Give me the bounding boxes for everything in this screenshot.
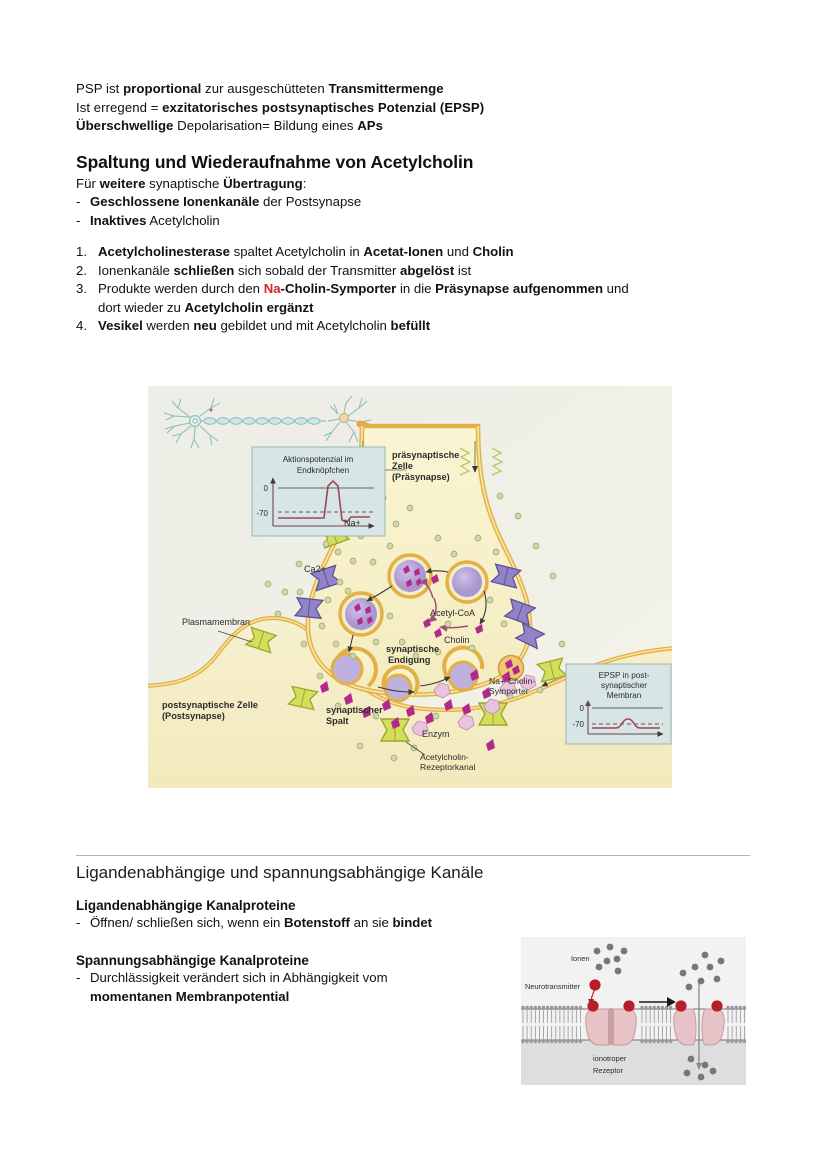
text-run: Vesikel — [98, 318, 143, 334]
axis-tick-label: -70 — [256, 509, 268, 518]
label-ionotropic-receptor: Rezeptor — [593, 1066, 623, 1075]
label-postsynaptic-cell: (Postsynapse) — [162, 711, 225, 721]
text-run: Für — [76, 176, 100, 191]
list-item — [76, 243, 776, 262]
list-item-text — [90, 914, 432, 933]
label-receptor-channel: Rezeptorkanal — [420, 762, 476, 772]
axis-tick-label: 0 — [263, 484, 268, 493]
text-run: Überschwellige — [76, 118, 174, 134]
text-run: Produkte werden durch den — [98, 281, 264, 297]
label-enzym: Enzym — [422, 729, 450, 739]
inset-title-line2: Endknöpfchen — [296, 466, 350, 475]
spannungsabhaengig-bullet — [76, 969, 388, 1006]
bullet-marker: - — [76, 970, 81, 985]
text-run: befüllt — [390, 318, 431, 334]
list-item — [76, 212, 361, 231]
text-run: APs — [357, 118, 383, 134]
list-number: 2. — [76, 262, 87, 278]
label-sodium: Na+ — [344, 518, 361, 528]
label-ionotropic-receptor: ionotroper — [593, 1054, 627, 1063]
text-run: der Postsynapse — [259, 194, 362, 209]
text-run: Botenstoff — [284, 915, 350, 930]
text-run: Übertragung — [223, 176, 303, 191]
synapse-diagram-figure — [148, 386, 672, 788]
text-run: Durchlässigkeit verändert sich in Abhängigkeit vom — [90, 970, 388, 985]
text-run: Inaktives — [90, 212, 147, 228]
section-heading-spaltung: Spaltung und Wiederaufnahme von Acetylcholin — [76, 152, 474, 172]
label-receptor-channel: Acetylcholin- — [420, 752, 469, 762]
label-synaptic-ending: Endigung — [388, 655, 431, 665]
text-run: Geschlossene Ionenkanäle — [90, 194, 260, 209]
label-presynaptic-cell: (Präsynapse) — [392, 472, 450, 482]
ionotropic-receptor-svg — [521, 937, 746, 1085]
text-run: proportional — [123, 81, 202, 96]
text-run: -Cholin-Symporter — [280, 281, 397, 297]
list-number: 1. — [76, 244, 87, 259]
label-calcium: Ca2+ — [304, 564, 326, 574]
list-number: 4. — [76, 318, 87, 334]
label-symporter: Symporter — [489, 686, 529, 696]
subheading-spannungsabhaengig: Spannungsabhängige Kanalproteine — [76, 953, 309, 968]
text-run: bindet — [392, 915, 433, 930]
neurotransmitter-dot — [589, 979, 600, 990]
text-run: PSP ist — [76, 81, 124, 96]
text-run: Depolarisation= Bildung eines — [173, 118, 358, 134]
text-run: und — [443, 244, 473, 259]
synapse-diagram-svg — [148, 386, 672, 788]
list-number: 3. — [76, 281, 87, 297]
text-run: : — [302, 176, 307, 191]
text-run: Ionenkanäle — [98, 262, 174, 278]
label-synaptic-ending: synaptische — [386, 644, 440, 654]
section-divider — [76, 855, 750, 856]
list-item-text — [90, 213, 220, 228]
text-run: werden — [142, 318, 194, 334]
text-run: sich sobald der Transmitter — [234, 262, 401, 278]
list-item — [76, 262, 776, 281]
section1-numbered-list — [76, 243, 776, 336]
text-run: weitere — [99, 176, 146, 191]
text-run: Öffnen/ schließen sich, wenn ein — [90, 915, 285, 930]
axis-tick-label: -70 — [572, 720, 584, 729]
text-run: spaltet Acetylcholin in — [229, 244, 364, 259]
text-run: abgelöst — [400, 262, 455, 278]
list-item — [76, 317, 776, 336]
label-neurotransmitter: Neurotransmitter — [525, 982, 581, 991]
text-run: Transmittermenge — [328, 81, 444, 96]
ionotropic-receptor-figure — [521, 937, 746, 1085]
section1-bullet-list — [76, 193, 361, 230]
list-item-text — [98, 262, 471, 281]
text-run: Acetat-Ionen — [363, 244, 444, 259]
list-item — [76, 280, 776, 317]
label-acetyl-coa: Acetyl-CoA — [430, 608, 476, 618]
intro-line — [76, 99, 776, 118]
list-item-text — [98, 317, 430, 336]
list-item-text — [90, 194, 361, 209]
inset-title-line2: synaptischer — [601, 681, 647, 690]
text-run: Ist erregend = — [76, 99, 163, 115]
intro-line — [76, 117, 776, 136]
text-run: dort wieder zu — [98, 299, 185, 315]
text-run: zur ausgeschütteten — [201, 81, 329, 96]
list-item-text — [90, 969, 388, 1006]
label-postsynaptic-cell: postsynaptische Zelle — [162, 700, 258, 710]
text-run: Acetylcholin ergänzt — [184, 299, 314, 315]
label-symporter: Na+-Cholin- — [489, 676, 536, 686]
inset-action-potential-chart — [252, 447, 406, 536]
label-presynaptic-cell: Zelle — [392, 461, 413, 471]
text-run: schließen — [173, 262, 235, 278]
bullet-marker: - — [76, 212, 81, 228]
label-synaptic-cleft: synaptischer — [326, 705, 383, 715]
text-run: momentanen Membranpotential — [90, 988, 290, 1004]
text-run: ist — [454, 262, 472, 278]
list-item-text — [98, 280, 629, 317]
section1-intro — [76, 175, 776, 194]
section-heading-kanaele: Ligandenabhängige und spannungsabhängige Kanäle — [76, 863, 484, 882]
label-presynaptic-cell: präsynaptische — [392, 450, 460, 460]
subheading-ligandenabhaengig: Ligandenabhängige Kanalproteine — [76, 898, 296, 913]
label-synaptic-cleft: Spalt — [326, 716, 349, 726]
label-ionen: Ionen — [571, 954, 590, 963]
inset-title-line1: EPSP in post- — [598, 671, 650, 680]
text-run: Na — [263, 281, 281, 297]
list-item — [76, 193, 361, 212]
list-item-text — [98, 243, 514, 262]
ligandenabhaengig-bullet — [76, 914, 432, 933]
text-run: Präsynapse aufgenommen — [435, 281, 604, 297]
text-run: und — [603, 281, 629, 297]
bullet-marker: - — [76, 194, 81, 209]
text-run: an sie — [349, 915, 393, 930]
text-run: Acetylcholin — [146, 212, 220, 228]
inset-title-line1: Aktionspotenzial im — [282, 455, 354, 464]
axis-tick-label: 0 — [579, 704, 584, 713]
bullet-marker: - — [76, 915, 81, 930]
text-run: in die — [396, 281, 436, 297]
text-run: synaptische — [145, 176, 224, 191]
text-run: gebildet und mit Acetylcholin — [216, 318, 391, 334]
intro-line — [76, 80, 776, 99]
text-run: neu — [193, 318, 217, 334]
inset-title-line3: Membran — [606, 691, 642, 700]
label-plasma-membrane: Plasmamembran — [182, 617, 251, 627]
intro-paragraph — [76, 80, 776, 136]
label-cholin: Cholin — [444, 635, 470, 645]
text-run: Acetylcholinesterase — [98, 244, 230, 259]
text-run: exzitatorisches postsynaptisches Potenzial (EPSP) — [162, 99, 485, 115]
text-run: Cholin — [472, 244, 514, 259]
